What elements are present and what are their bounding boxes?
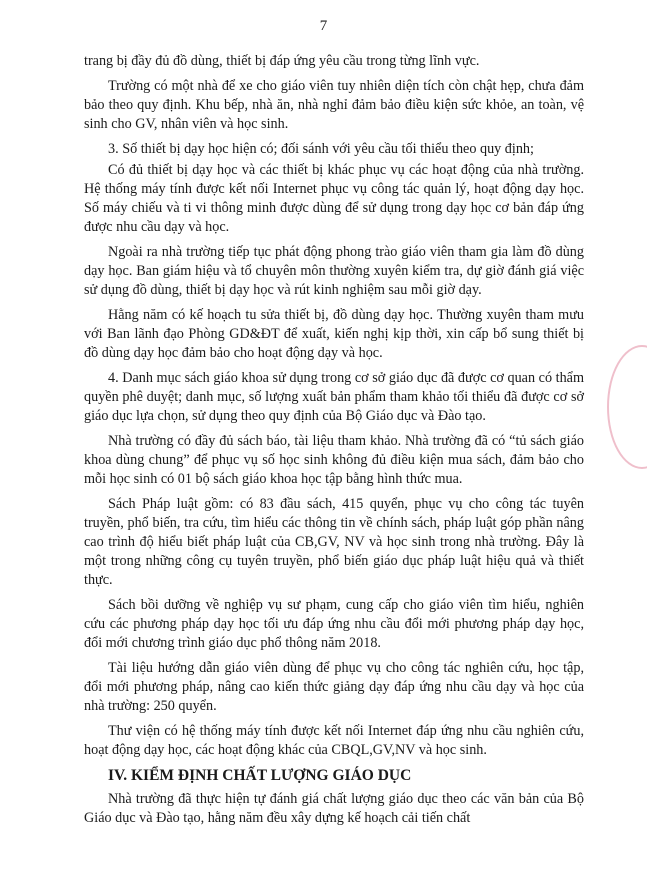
paragraph: Tài liệu hướng dẫn giáo viên dùng để phục vụ cho công tác nghiên cứu, học tập, đổi mới phương pháp, nâng cao kiến thức giảng dạy đáp ứng nhu cầu dạy và học của nhà trường: 250 quyển. xyxy=(84,660,584,714)
paragraph: Thư viện có hệ thống máy tính được kết nối Internet đáp ứng nhu cầu nghiên cứu, hoạt động dạy học, các hoạt động khác của CBQL,GV,NV và học sinh. xyxy=(84,723,584,758)
paragraph: Sách bồi dưỡng về nghiệp vụ sư phạm, cung cấp cho giáo viên tìm hiểu, nghiên cứu các phương pháp dạy học tối ưu đáp ứng nhu cầu đổi mới phương pháp dạy học, đổi mới chương trình giáo dục phổ thông năm 2018. xyxy=(84,597,584,651)
section-heading: IV. KIỂM ĐỊNH CHẤT LƯỢNG GIÁO DỤC xyxy=(108,767,412,784)
paragraph: 4. Danh mục sách giáo khoa sử dụng trong cơ sở giáo dục đã được cơ quan có thẩm quyền phê duyệt; danh mục, số lượng xuất bản phẩm tham khảo tối thiểu đã được cơ sở giáo dục lựa chọn, sử dụng theo quy định của Bộ Giáo dục và Đào tạo. xyxy=(84,370,584,424)
paragraph: Có đủ thiết bị dạy học và các thiết bị khác phục vụ các hoạt động của nhà trường. Hệ thống máy tính được kết nối Internet phục vụ công tác quản lý, hoạt động dạy học. Số máy chiếu và ti vi thông minh được dùng để sử dụng trong dạy học cơ bản đáp ứng được nhu cầu dạy và học. xyxy=(84,162,584,235)
paragraph: Ngoài ra nhà trường tiếp tục phát động phong trào giáo viên tham gia làm đồ dùng dạy học. Ban giám hiệu và tổ chuyên môn thường xuyên kiểm tra, dự giờ đánh giá việc sử dụng đồ dùng, thiết bị dạy học và rút kinh nghiệm sau mỗi giờ dạy. xyxy=(84,244,584,298)
document-body xyxy=(84,52,584,834)
paragraph: 3. Số thiết bị dạy học hiện có; đối sánh với yêu cầu tối thiểu theo quy định; xyxy=(108,141,534,157)
stamp-edge xyxy=(607,345,647,469)
paragraph: Hằng năm có kế hoạch tu sửa thiết bị, đồ dùng dạy học. Thường xuyên tham mưu với Ban lãnh đạo Phòng GD&ĐT để xuất, kiến nghị kịp thời, xin cấp bổ sung thiết bị đồ dùng dạy học đảm bảo cho hoạt động dạy và học. xyxy=(84,307,584,361)
page-number: 7 xyxy=(319,18,328,34)
paragraph: Sách Pháp luật gồm: có 83 đầu sách, 415 quyển, phục vụ cho công tác tuyên truyền, phổ biến, tra cứu, tìm hiểu các thông tin về chính sách, pháp luật góp phần nâng cao trình độ hiểu biết pháp luật của CB,GV, NV và học sinh trong nhà trường. Đây là một trong những công cụ tuyên truyền, phổ biến giáo dục pháp luật hiệu quả và thiết thực. xyxy=(84,496,584,588)
paragraph: trang bị đầy đủ đồ dùng, thiết bị đáp ứng yêu cầu trong từng lĩnh vực. xyxy=(84,53,480,69)
paragraph: Nhà trường đã thực hiện tự đánh giá chất lượng giáo dục theo các văn bản của Bộ Giáo dục và Đào tạo, hằng năm đều xây dựng kế hoạch cải tiến chất xyxy=(84,791,584,826)
paragraph: Nhà trường có đầy đủ sách báo, tài liệu tham khảo. Nhà trường đã có “tủ sách giáo khoa dùng chung” để phục vụ số học sinh không đủ điều kiện mua sách, đảm bảo cho mỗi học sinh có 01 bộ sách giáo khoa học tập bằng hình thức mua. xyxy=(84,433,584,487)
paragraph: Trường có một nhà để xe cho giáo viên tuy nhiên diện tích còn chật hẹp, chưa đảm bảo theo quy định. Khu bếp, nhà ăn, nhà nghỉ đảm bảo điều kiện sức khỏe, an toàn, vệ sinh cho GV, nhân viên và học sinh. xyxy=(84,78,584,132)
